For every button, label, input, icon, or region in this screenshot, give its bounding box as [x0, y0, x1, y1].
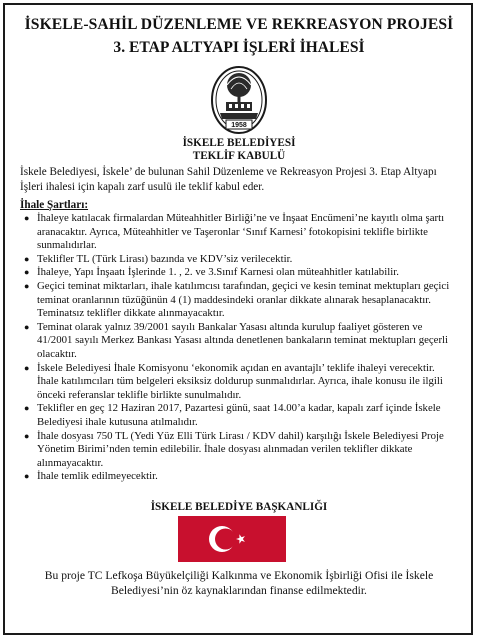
funding-note: Bu proje TC Lefkoşa Büyükelçiliği Kalkınma ve Ekonomik İşbirliği Ofisi ile İskele Belediyesi’nin öz kaynaklarından finanse edilmektedir.	[44, 569, 434, 597]
presidency-signature: İSKELE BELEDİYE BAŞKANLIĞI	[150, 501, 328, 513]
intro-paragraph: İskele Belediyesi, İskele’ de bulunan Sahil Düzenleme ve Rekreasyon Projesi 3. Etap Altyapı İşleri ihalesi için kapalı zarf usulü ile teklif kabul eder.	[20, 166, 437, 193]
emblem-year: 1958	[231, 122, 247, 129]
condition-item: ● Teminat olarak yalnız 39/2001 sayılı Bankalar Yasası altında kurulup faaliyet gösteren ve 41/2001 sayılı Merkez Bankası Yasası altında denetlenen bankaların teminat mektupları geçerli olacaktır.	[24, 321, 454, 362]
conditions-list	[24, 212, 454, 484]
condition-item: ● Teklifler TL (Türk Lirası) bazında ve KDV’siz verilecektir.	[24, 253, 454, 267]
project-title: İSKELE-SAHİL DÜZENLEME VE REKREASYON PROJESİ	[24, 16, 454, 33]
condition-item: ● İhaleye, Yapı İnşaatı İşlerinde 1. , 2. ve 3.Sınıf Karnesi olan müteahhitler katılabilir.	[24, 266, 454, 280]
turkish-flag-icon	[178, 516, 286, 562]
organization-name: İSKELE BELEDİYESİ	[182, 137, 296, 149]
condition-item: ● Geçici teminat miktarları, ihale katılımcısı tarafından, geçici ve kesin teminat mektupları geçici teminat oranlarının tüzüğünün 4 (1) maddesindeki oranlar dikkate alınarak hesaplanacaktır. Teminatsız teklifler dikkate alınmayacaktır.	[24, 280, 454, 321]
conditions-heading: İhale Şartları:	[20, 199, 89, 211]
condition-item: ● Teklifler en geç 12 Haziran 2017, Pazartesi günü, saat 14.00’a kadar, kapalı zarf içinde İskele Belediyesi ihale kutusuna atılmalıdır.	[24, 402, 454, 429]
condition-item: ● İhale dosyası 750 TL (Yedi Yüz Elli Türk Lirası / KDV dahil) karşılığı İskele Belediyesi Proje Yönetim Birimi’nden temin edilebilir. İhale dosyası alınmadan verilen teklifler dikkate alınmayacaktır.	[24, 430, 454, 471]
emblem-year-badge	[226, 120, 252, 129]
tender-title: 3. ETAP ALTYAPI İŞLERİ İHALESİ	[113, 39, 365, 56]
condition-item: ● İhaleye katılacak firmalardan Müteahhitler Birliği’ne ve İnşaat Encümeni’ne kayıtlı olma şartı aranacaktır. Ayrıca, Müteahhitler ve Taşeronlar ‘Sınıf Karnesi’ fotokopisini teklifle birlikte sunmalıdırlar.	[24, 212, 454, 253]
notice-subtitle: TEKLİF KABULÜ	[192, 150, 286, 162]
condition-item: ● İskele Belediyesi İhale Komisyonu ‘ekonomik açıdan en avantajlı’ teklife ihaleyi verecektir. İhale katılımcıları tüm belgeleri eksiksiz doldurup sunmalıdırlar. Ayrıca, ihale konusu ile ilgili önceki referanslar teklifle birlikte sunulmalıdır.	[24, 362, 454, 403]
condition-item: ● İhale temlik edilmeyecektir.	[24, 470, 454, 484]
